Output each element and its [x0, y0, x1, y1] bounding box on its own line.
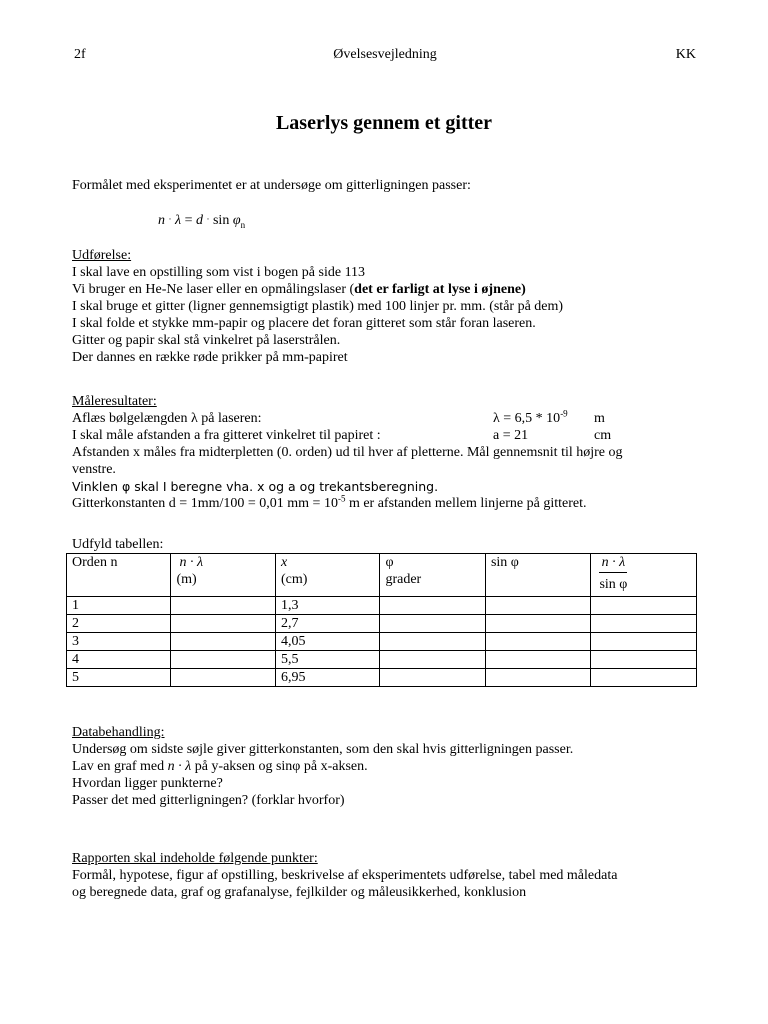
udforelse-line-5: Gitter og papir skal stå vinkelret på laserstrålen.: [72, 333, 341, 348]
cell-ratio: [591, 615, 697, 633]
table-row: [67, 597, 697, 615]
maale-line-5: [72, 495, 702, 512]
cell-n-lambda: [171, 615, 275, 633]
section-rapport: [72, 850, 702, 901]
udforelse-line-3: I skal bruge et gitter (ligner gennemsigtigt plastik) med 100 linjer pr. mm. (står på dem): [72, 299, 564, 314]
formula-sub: n: [240, 219, 246, 230]
intro-paragraph: [72, 177, 702, 194]
cell-sin-phi: [485, 669, 591, 687]
maale-line-3: Afstanden x måles fra midterpletten (0. orden) ud til hver af pletterne. Mål gennemsnit til højre og: [72, 445, 623, 460]
section-maaleresultater: [72, 393, 702, 512]
header-x-top: x: [280, 555, 288, 570]
header-sin-phi-text: sin φ: [490, 555, 519, 570]
formula-sin: sin: [212, 213, 230, 228]
maale-row-wavelength: [72, 410, 702, 427]
grating-constant-text: Gitterkonstanten d = 1mm/100 = 0,01 mm = 10: [72, 496, 338, 511]
measurement-table: [66, 553, 697, 687]
cell-order: 2: [67, 615, 171, 633]
cell-n-lambda: [171, 651, 275, 669]
cell-x: 2,7: [275, 615, 379, 633]
databeh-line-4: Passer det med gitterligningen? (forklar hvorfor): [72, 793, 345, 808]
cell-phi: [380, 597, 486, 615]
cell-order: 5: [67, 669, 171, 687]
cell-x: 4,05: [275, 633, 379, 651]
rapport-heading: Rapporten skal indeholde følgende punkter:: [72, 851, 318, 866]
cell-ratio: [591, 651, 697, 669]
maale-heading: Måleresultater:: [72, 394, 157, 409]
table-header-row: [67, 554, 697, 597]
header-right: KK: [675, 47, 696, 62]
databeh-line-2-pre: Lav en graf med: [72, 759, 168, 774]
distance-label: I skal måle afstanden a fra gitteret vinkelret til papiret :: [72, 428, 381, 443]
header-order: Orden n: [67, 554, 171, 597]
cell-phi: [380, 669, 486, 687]
cell-ratio: [591, 633, 697, 651]
databeh-line-2-post: på y-aksen og sinφ på x-aksen.: [191, 759, 368, 774]
table-row: [67, 633, 697, 651]
cell-x: 6,95: [275, 669, 379, 687]
maale-line-3b: venstre.: [72, 462, 116, 477]
wavelength-value: [493, 410, 568, 427]
wavelength-exponent: -9: [560, 408, 568, 419]
cell-x: 1,3: [275, 597, 379, 615]
cell-n-lambda: [171, 633, 275, 651]
table-row: [67, 669, 697, 687]
cell-n-lambda: [171, 669, 275, 687]
page-header: [74, 46, 696, 64]
header-phi-unit: grader: [385, 572, 422, 587]
udforelse-line-2: [72, 281, 702, 298]
table-row: [67, 651, 697, 669]
cell-sin-phi: [485, 651, 591, 669]
table-row: [67, 615, 697, 633]
cell-sin-phi: [485, 633, 591, 651]
cell-order: 3: [67, 633, 171, 651]
ratio-denominator: sin φ: [599, 577, 628, 592]
header-x: [275, 554, 379, 597]
cell-phi: [380, 651, 486, 669]
grating-constant-exponent: -5: [337, 493, 346, 504]
databeh-line-1: Undersøg om sidste søjle giver gitterkonstanten, som den skal hvis gitterligningen passer.: [72, 742, 574, 757]
udforelse-line-1: I skal lave en opstilling som vist i bogen på side 113: [72, 265, 366, 280]
udforelse-line-2-text: Vi bruger en He-Ne laser eller en opmålingslaser (: [72, 282, 355, 297]
wavelength-label: Aflæs bølgelængden λ på laseren:: [72, 411, 262, 426]
formula-equals: =: [181, 213, 196, 228]
cell-phi: [380, 615, 486, 633]
distance-unit: cm: [594, 428, 612, 443]
header-phi: [380, 554, 486, 597]
section-udforelse: [72, 247, 702, 366]
table-caption-text: Udfyld tabellen:: [72, 537, 164, 552]
header-n-lambda-unit: (m): [176, 572, 197, 587]
maale-line-4: Vinklen φ skal I beregne vha. x og a og trekantsberegning.: [72, 479, 439, 494]
header-left: 2f: [74, 47, 86, 62]
cell-phi: [380, 633, 486, 651]
udforelse-line-4: I skal folde et stykke mm-papir og placere det foran gitteret som står foran laseren.: [72, 316, 536, 331]
cell-n-lambda: [171, 597, 275, 615]
databeh-heading: Databehandling:: [72, 725, 165, 740]
grating-constant-text-end: m er afstanden mellem linjerne på gitteret.: [345, 496, 587, 511]
header-n-lambda: [171, 554, 275, 597]
cell-ratio: [591, 669, 697, 687]
cell-sin-phi: [485, 597, 591, 615]
cell-x: 5,5: [275, 651, 379, 669]
formula-n: n: [158, 213, 165, 228]
header-center: Øvelsesvejledning: [333, 47, 437, 62]
wavelength-unit: m: [594, 411, 605, 426]
intro-text: Formålet med eksperimentet er at undersøge om gitterligningen passer:: [72, 178, 471, 193]
distance-value: a = 21: [493, 428, 529, 443]
rapport-line-2: og beregnede data, graf og grafanalyse, fejlkilder og måleusikkerhed, konklusion: [72, 885, 527, 900]
table-caption: [72, 536, 702, 553]
header-phi-top: φ: [385, 555, 394, 570]
header-x-unit: (cm): [280, 572, 308, 587]
ratio-numerator: n · λ: [599, 554, 627, 573]
cell-ratio: [591, 597, 697, 615]
rapport-line-1: Formål, hypotese, figur af opstilling, beskrivelse af eksperimentets udførelse, tabel med måledata: [72, 868, 618, 883]
ratio-fraction: [599, 554, 627, 593]
formula-lambda: λ: [175, 213, 182, 228]
cell-order: 1: [67, 597, 171, 615]
formula-d: d: [195, 213, 203, 228]
udforelse-line-6: Der dannes en række røde prikker på mm-papiret: [72, 350, 348, 365]
section-databehandling: [72, 724, 702, 809]
cell-sin-phi: [485, 615, 591, 633]
header-sin-phi: [485, 554, 591, 597]
cell-order: 4: [67, 651, 171, 669]
databeh-line-2-math: n · λ: [167, 759, 192, 774]
document-title: Laserlys gennem et gitter: [275, 112, 493, 134]
wavelength-value-text: λ = 6,5 * 10: [493, 411, 561, 426]
maale-row-distance: [72, 427, 702, 444]
header-ratio: [591, 554, 697, 597]
grating-equation: $n \cdot \lambda = d \cdot \sin \varphi_n$: [158, 213, 246, 230]
formula-phi: φ: [232, 213, 241, 228]
udforelse-heading: Udførelse:: [72, 248, 132, 263]
header-n-lambda-top: n · λ: [179, 555, 204, 570]
udforelse-warning: det er farligt at lyse i øjnene): [354, 282, 526, 297]
databeh-line-3: Hvordan ligger punkterne?: [72, 776, 223, 791]
databeh-line-2: [72, 758, 702, 775]
